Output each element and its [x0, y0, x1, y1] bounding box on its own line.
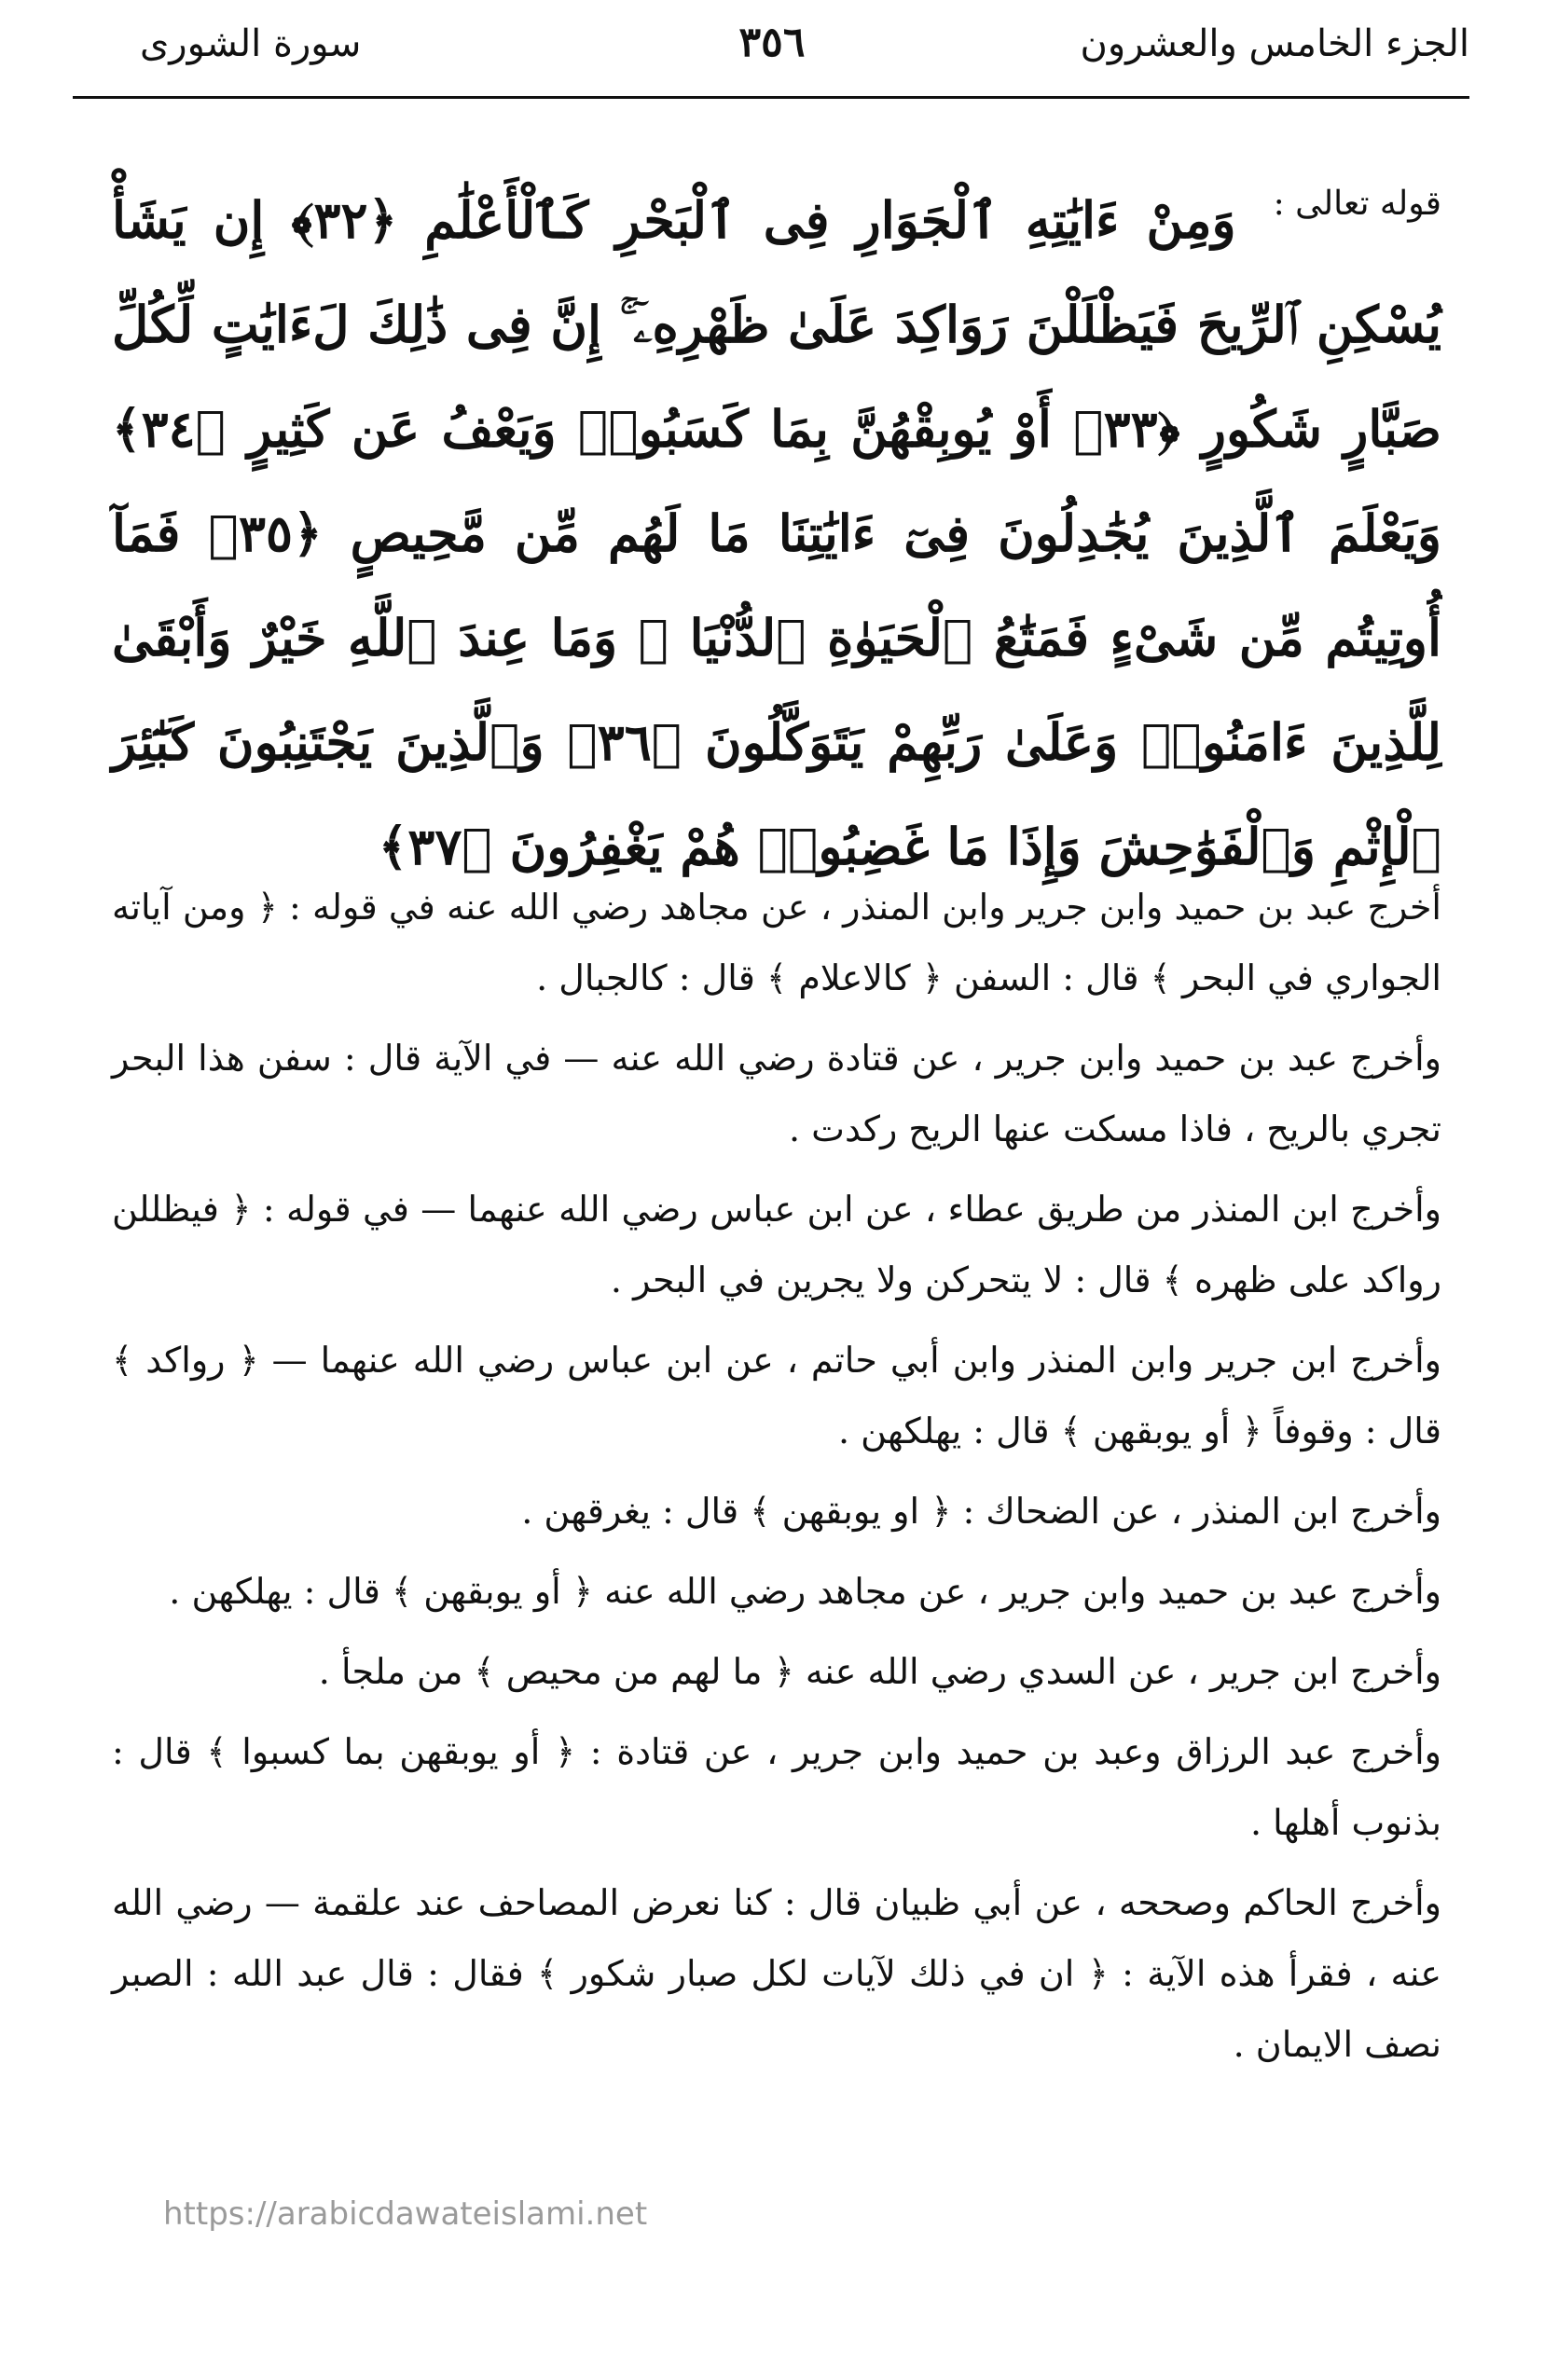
header-divider: [73, 96, 1469, 99]
commentary-block: [112, 872, 1441, 2089]
page-header: [75, 13, 1469, 88]
juz-label: الجزء الخامس والعشرون: [1080, 22, 1469, 65]
surah-label: سورة الشورى: [140, 22, 362, 65]
quran-intro: قوله تعالى :: [1273, 185, 1441, 223]
commentary-paragraph: وأخرج عبد الرزاق وعبد بن حميد وابن جرير ، عن قتادة : ﴿ أو يوبقهن بما كسبوا ﴾ قال : بذنوب أهلها .: [112, 1731, 1441, 1843]
watermark-url: https://arabicdawateislami.net: [163, 2195, 648, 2233]
commentary-paragraph: وأخرج ابن جرير ، عن السدي رضي الله عنه ﴿ ما لهم من محيص ﴾ من ملجأ .: [318, 1651, 1441, 1692]
commentary-paragraph: وأخرج عبد بن حميد وابن جرير ، عن مجاهد رضي الله عنه ﴿ أو يوبقهن ﴾ قال : يهلكهن .: [169, 1571, 1441, 1612]
quran-text: وَمِنْ ءَايَٰتِهِ ٱلْجَوَارِ فِى ٱلْبَحْرِ كَٱلْأَعْلَٰمِ ﴿٣٢﴾ إِن يَشَأْ يُسْكِنِ ٱلرِّيحَ فَيَظْلَلْنَ رَوَاكِدَ عَلَىٰ ظَهْرِهِۦٓ ۚ إِنَّ فِى ذَٰلِكَ لَءَايَٰتٍ لِّكُلِّ صَبَّارٍ شَكُورٍ ﴿٣٣﴾ أَوْ يُوبِقْهُنَّ بِمَا كَسَبُوا۟ وَيَعْفُ عَن كَثِيرٍ ﴿٣٤﴾ وَيَعْلَمَ ٱلَّذِينَ يُجَٰدِلُونَ فِىٓ ءَايَٰتِنَا مَا لَهُم مِّن مَّحِيصٍ ﴿٣٥﴾ فَمَآ أُوتِيتُم مِّن شَىْءٍ فَمَتَٰعُ ٱلْحَيَوٰةِ ٱلدُّنْيَا ۖ وَمَا عِندَ ٱللَّهِ خَيْرٌ وَأَبْقَىٰ لِلَّذِينَ ءَامَنُوا۟ وَعَلَىٰ رَبِّهِمْ يَتَوَكَّلُونَ ﴿٣٦﴾ وَٱلَّذِينَ يَجْتَنِبُونَ كَبَٰٓئِرَ ٱلْإِثْمِ وَٱلْفَوَٰحِشَ وَإِذَا مَا غَضِبُوا۟ هُمْ يَغْفِرُونَ ﴿٣٧﴾: [112, 190, 1441, 876]
quran-verses-block: [112, 168, 1441, 876]
commentary-paragraph: وأخرج عبد بن حميد وابن جرير ، عن قتادة رضي الله عنه — في الآية قال : سفن هذا البحر تجري بالريح ، فاذا مسكت عنها الريح ركدت .: [112, 1038, 1441, 1149]
commentary-paragraph: وأخرج الحاكم وصححه ، عن أبي ظبيان قال : كنا نعرض المصاحف عند علقمة — رضي الله عنه ، فقرأ هذه الآية : ﴿ ان في ذلك لآيات لكل صبار شكور ﴾ فقال : قال عبد الله : الصبر نصف الايمان .: [112, 1882, 1441, 2065]
page-number: ٣٥٦: [738, 19, 806, 66]
commentary-paragraph: وأخرج ابن المنذر من طريق عطاء ، عن ابن عباس رضي الله عنهما — في قوله : ﴿ فيظللن رواكد على ظهره ﴾ قال : لا يتحركن ولا يجرين في البحر .: [112, 1189, 1441, 1300]
commentary-paragraph: وأخرج ابن جرير وابن المنذر وابن أبي حاتم ، عن ابن عباس رضي الله عنهما — ﴿ رواكد ﴾ قال : وقوفاً ﴿ أو يوبقهن ﴾ قال : يهلكهن .: [112, 1340, 1441, 1451]
commentary-paragraph: أخرج عبد بن حميد وابن جرير وابن المنذر ، عن مجاهد رضي الله عنه في قوله : ﴿ ومن آياته الجواري في البحر ﴾ قال : السفن ﴿ كالاعلام ﴾ قال : كالجبال .: [112, 887, 1441, 998]
commentary-paragraph: وأخرج ابن المنذر ، عن الضحاك : ﴿ او يوبقهن ﴾ قال : يغرقهن .: [521, 1491, 1441, 1532]
